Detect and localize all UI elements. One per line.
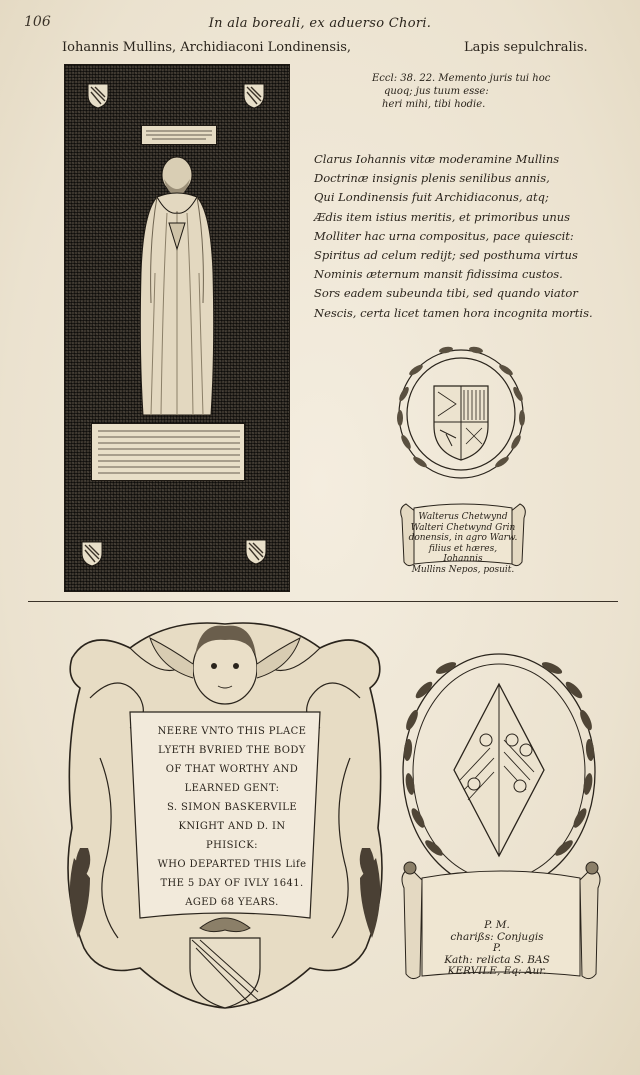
heraldic-shield-icon: [87, 83, 109, 109]
scripture-line: heri mihi, tibi hodie.: [382, 99, 486, 110]
page-number: 106: [24, 14, 51, 30]
heraldic-shield-icon: [245, 539, 267, 565]
heraldic-shield-icon: [243, 83, 265, 109]
brass-scroll-inscription: [141, 125, 217, 145]
inscription-line: S. SIMON BASKERVILE: [166, 802, 298, 813]
inscription-line: LEARNED GENT:: [184, 783, 280, 794]
epitaph-line: Nominis æternum mansit fidissima custos.: [314, 267, 563, 282]
epitaph-line: Sors eadem subeunda tibi, sed quando viator: [314, 286, 578, 301]
banner-line: Walterus Chetwynd: [418, 512, 508, 522]
banner-line: Mullins Nepos, posuit.: [411, 564, 515, 575]
epitaph-verse: [314, 150, 624, 323]
robed-cleric-figure: [127, 153, 227, 423]
inscription-line: PHISICK:: [206, 840, 258, 851]
monument-type-label: Lapis sepulchralis.: [464, 40, 588, 55]
epitaph-line: Clarus Iohannis vitæ moderamine Mullins: [314, 152, 560, 166]
heraldic-shield-icon: [81, 541, 103, 567]
inscription-line: THE 5 DAY OF IVLY 1641.: [160, 878, 304, 889]
banner-line: Walteri Chetwynd Grin: [410, 522, 516, 533]
scripture-line: quoq; jus tuum esse:: [384, 86, 489, 97]
banner-line: P. M.: [484, 919, 510, 931]
brass-inscription-plate: [91, 423, 245, 481]
epitaph-line: Qui Londinensis fuit Archidiaconus, atq;: [314, 190, 549, 205]
donor-banner: [398, 498, 528, 575]
inscription-line: LYETH BVRIED THE BODY: [158, 745, 306, 756]
inscription-line: NEERE VNTO THIS PLACE: [157, 726, 307, 737]
location-heading: In ala boreali, ex aduerso Chori.: [208, 16, 432, 31]
epitaph-line: Ædis item istius meritis, et primoribus unus: [314, 209, 571, 224]
widow-banner-text: [412, 920, 582, 978]
epitaph-line: Spiritus ad celum redijt; sed posthuma virtus: [314, 248, 578, 263]
banner-line: filius et hæres, Iohannis: [428, 543, 498, 564]
banner-line: charißs: Conjugis: [450, 930, 544, 943]
banner-line: Kath: relicta S. BAS: [444, 953, 550, 966]
brass-memorial-panel: [64, 64, 290, 592]
scripture-line: Eccl: 38. 22. Memento juris tui hoc: [372, 73, 551, 84]
banner-line: P.: [492, 942, 502, 954]
inscription-line: KNIGHT AND D. IN: [178, 821, 286, 832]
inscription-line: WHO DEPARTED THIS Life: [157, 859, 307, 870]
scripture-quotation: [372, 72, 572, 111]
banner-line: KERVILE, Eq: Aur.: [447, 965, 547, 977]
inscription-line: AGED 68 YEARS.: [185, 897, 279, 908]
laurel-wreath-coat-of-arms: [386, 334, 536, 504]
banner-line: donensis, in agro Warw.: [408, 533, 518, 543]
epitaph-line: Molliter hac urna compositus, pace quiescit:: [314, 228, 574, 243]
epitaph-line: Nescis, certa licet tamen hora incognita mortis.: [314, 305, 593, 320]
section-divider: [28, 601, 618, 602]
epitaph-line: Doctrinæ insignis plenis senilibus annis,: [314, 171, 550, 186]
inscription-line: OF THAT WORTHY AND: [165, 764, 299, 775]
monument-title: Iohannis Mullins, Archidiaconi Londinensis,: [62, 40, 352, 55]
memorial-inscription: [134, 722, 330, 912]
